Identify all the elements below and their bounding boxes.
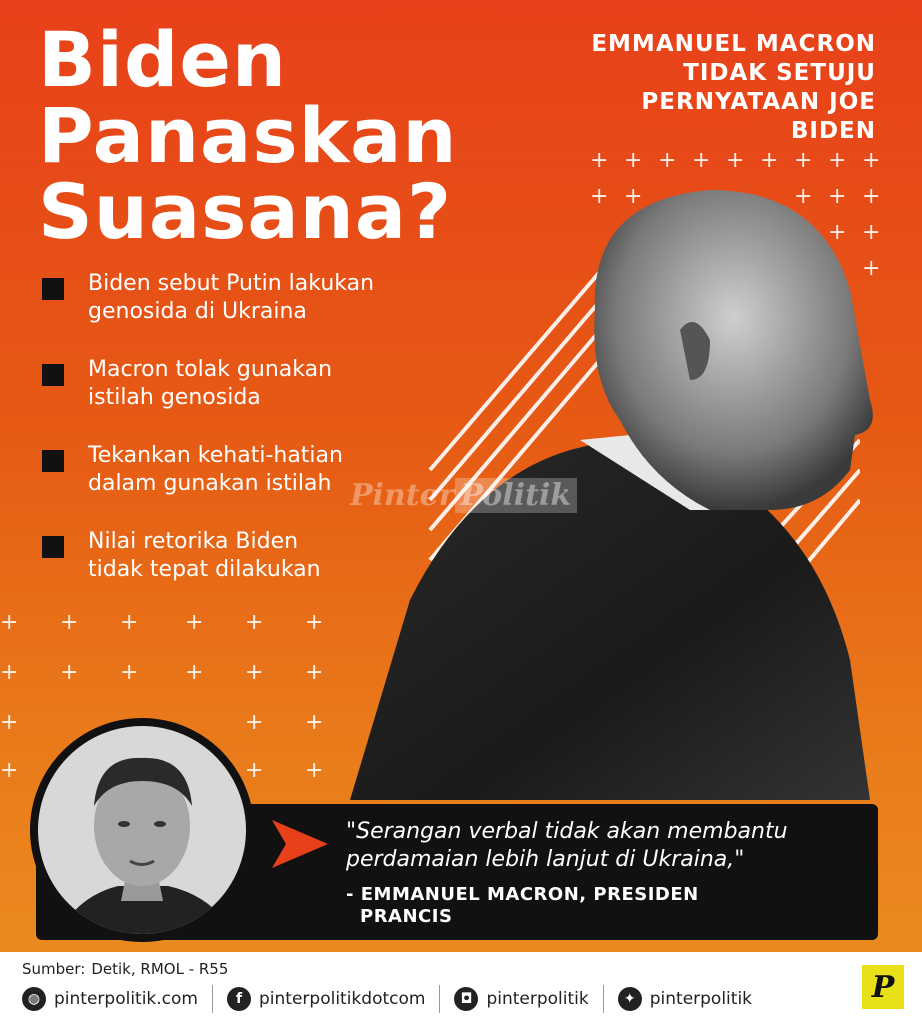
- headline-line-3: PERNYATAAN JOE: [641, 89, 876, 115]
- twitter-link[interactable]: ✦ pinterpolitik: [618, 987, 752, 1011]
- headline-line-1: EMMANUEL MACRON: [591, 31, 876, 57]
- list-item: Nilai retorika Biden tidak tepat dilakukan: [42, 528, 432, 584]
- website-link[interactable]: ◍ pinterpolitik.com: [22, 987, 198, 1011]
- source-credit: [22, 960, 228, 978]
- list-item: Biden sebut Putin lakukan genosida di Ukraina: [42, 270, 432, 326]
- headline-line-4: BIDEN: [790, 118, 876, 144]
- title-line-1: Biden: [38, 15, 288, 104]
- instagram-icon: ◘: [454, 987, 478, 1011]
- macron-portrait: [30, 718, 254, 942]
- arrow-right-icon: [272, 820, 328, 868]
- list-item: Tekankan kehati-hatian dalam gunakan istilah: [42, 442, 432, 498]
- watermark: Pinter Politik: [350, 478, 577, 513]
- headline-line-2: TIDAK SETUJU: [683, 60, 876, 86]
- source-value: Detik, RMOL - R55: [91, 960, 229, 978]
- facebook-link[interactable]: f pinterpolitikdotcom: [227, 987, 425, 1011]
- twitter-icon: ✦: [618, 987, 642, 1011]
- bullet-square-icon: [42, 364, 64, 386]
- divider: [439, 985, 440, 1013]
- macron-photo: [38, 726, 246, 934]
- quote-author: - EMMANUEL MACRON, PRESIDEN PRANCIS: [346, 884, 699, 927]
- list-item: Macron tolak gunakan istilah genosida: [42, 356, 432, 412]
- instagram-link[interactable]: ◘ pinterpolitik: [454, 987, 588, 1011]
- bullet-square-icon: [42, 278, 64, 300]
- divider: [212, 985, 213, 1013]
- pinterpolitik-logo: P: [862, 965, 904, 1009]
- social-links: [22, 985, 752, 1013]
- quote-text: "Serangan verbal tidak akan membantu perdamaian lebih lanjut di Ukraina,": [346, 819, 788, 872]
- globe-icon: ◍: [22, 987, 46, 1011]
- divider: [603, 985, 604, 1013]
- facebook-icon: f: [227, 987, 251, 1011]
- title-line-2: Panaskan: [38, 91, 458, 180]
- plus-pattern-top-right: + + + + + + + + + + + + + + + + +: [590, 148, 881, 281]
- bullet-square-icon: [42, 536, 64, 558]
- title-line-3: Suasana?: [38, 167, 453, 256]
- bullet-square-icon: [42, 450, 64, 472]
- bullet-list: [42, 270, 432, 614]
- source-label: Sumber:: [22, 960, 86, 978]
- plus-pattern-left: + + + + + + + + + + + + + + + + + +: [0, 610, 324, 783]
- headline: [516, 30, 876, 146]
